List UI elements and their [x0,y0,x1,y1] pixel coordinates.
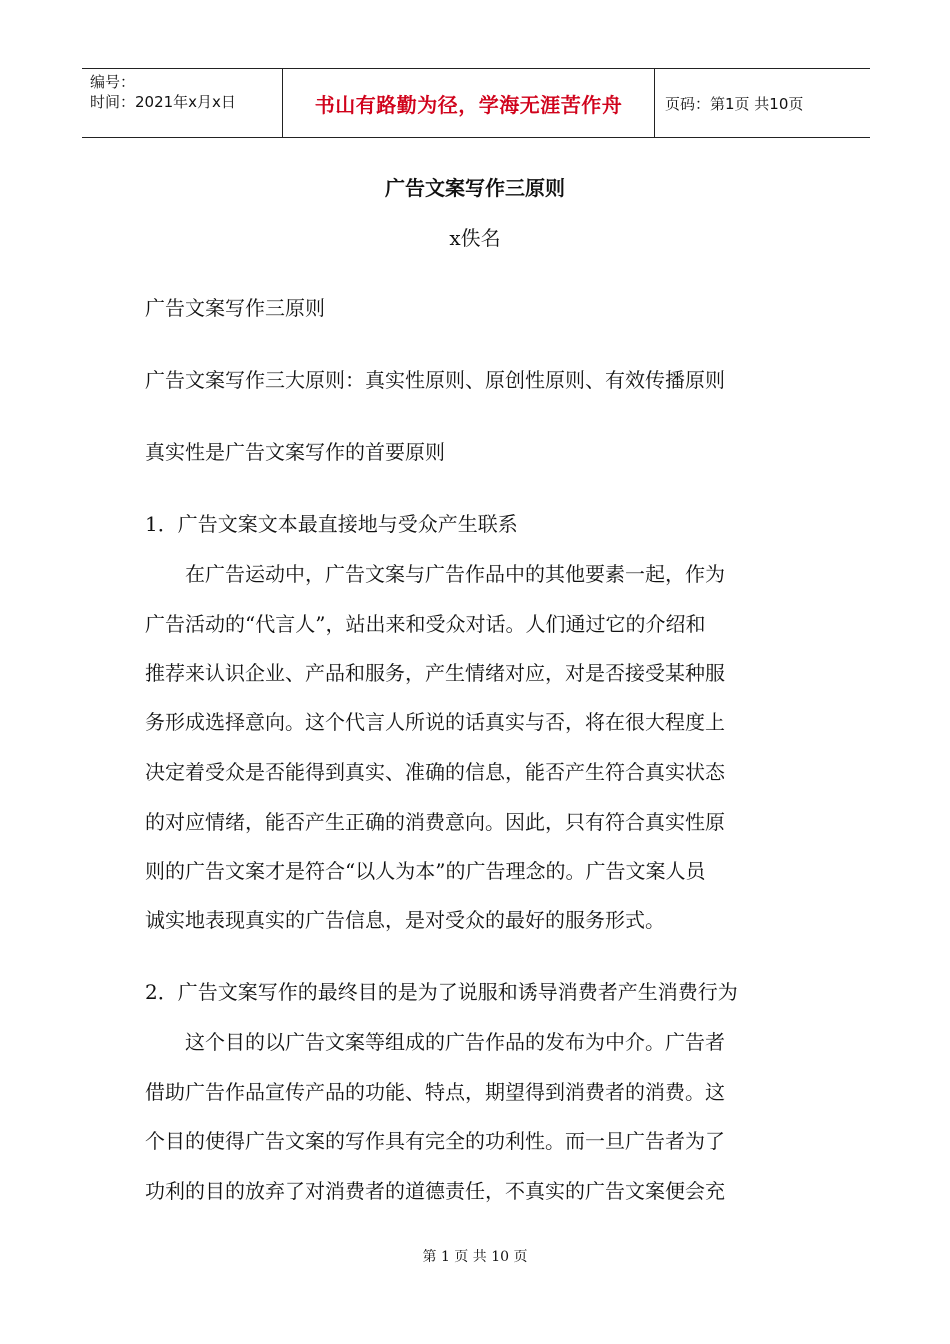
body-line: 广告活动的“代言人”，站出来和受众对话。人们通过它的介绍和 [145,612,706,636]
body-line: 的对应情绪，能否产生正确的消费意向。因此，只有符合真实性原 [145,810,725,834]
document-header [82,68,870,138]
body-line: 功利的目的放弃了对消费者的道德责任，不真实的广告文案便会充 [145,1179,725,1203]
header-motto: 书山有路勤为径，学海无涯苦作舟 [314,92,623,117]
body-line: 借助广告作品宣传产品的功能、特点，期望得到消费者的消费。这 [145,1080,725,1104]
body-line: 2．广告文案写作的最终目的是为了说服和诱导消费者产生消费行为 [145,980,738,1004]
body-line: 广告文案写作三原则 [145,296,325,320]
body-line: 1．广告文案文本最直接地与受众产生联系 [145,512,518,536]
document-date-label: 时间：2021年x月x日 [90,93,236,111]
body-line: 个目的使得广告文案的写作具有完全的功利性。而一旦广告者为了 [145,1129,725,1153]
body-line: 务形成选择意向。这个代言人所说的话真实与否，将在很大程度上 [145,710,725,734]
body-line: 推荐来认识企业、产品和服务，产生情绪对应，对是否接受某种服 [145,661,725,685]
body-line: 广告文案写作三大原则：真实性原则、原创性原则、有效传播原则 [145,368,725,392]
body-line: 真实性是广告文案写作的首要原则 [145,440,445,464]
body-line: 在广告运动中，广告文案与广告作品中的其他要素一起，作为 [145,562,725,586]
body-line: 决定着受众是否能得到真实、准确的信息，能否产生符合真实状态 [145,760,725,784]
body-line: 诚实地表现真实的广告信息，是对受众的最好的服务形式。 [145,908,665,932]
header-page-number: 页码：第1页 共10页 [665,94,804,113]
header-meta [82,69,282,137]
header-motto-cell [282,69,655,137]
document-number-label: 编号： [90,73,136,91]
body-line: 这个目的以广告文案等组成的广告作品的发布为中介。广告者 [145,1030,725,1054]
page-footer: 第 1 页 共 10 页 [422,1249,528,1265]
header-page-cell [655,69,870,137]
document-title: 广告文案写作三原则 [385,176,565,200]
document-author: x佚名 [449,226,501,250]
body-line: 则的广告文案才是符合“以人为本”的广告理念的。广告文案人员 [145,859,706,883]
